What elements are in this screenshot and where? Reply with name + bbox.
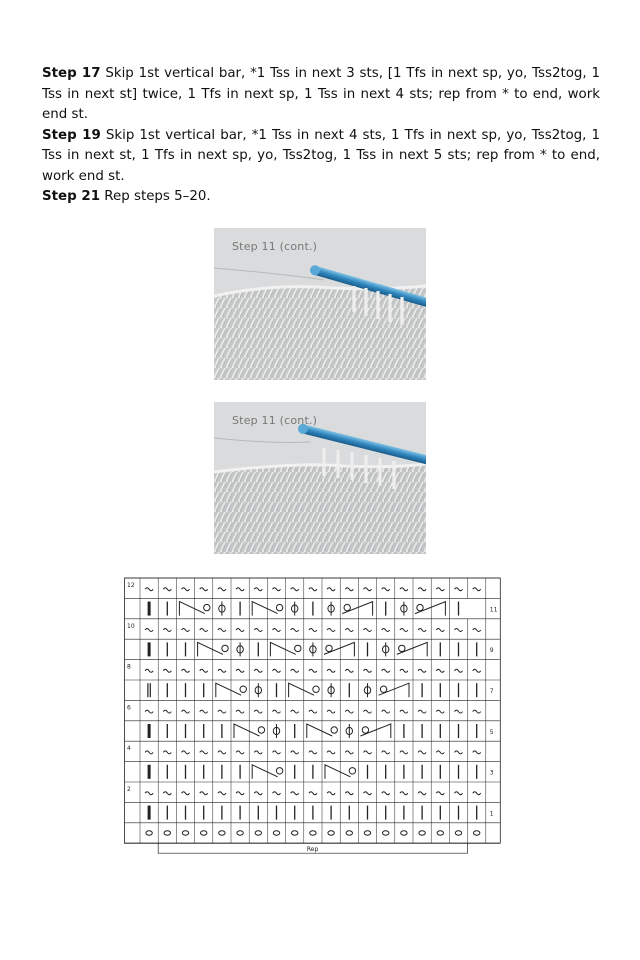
return-pass-symbol xyxy=(400,792,408,795)
return-pass-symbol xyxy=(309,669,317,672)
yarn-over-symbol xyxy=(295,645,301,651)
step-label: Step 17 xyxy=(42,66,101,81)
return-pass-symbol xyxy=(163,629,171,632)
chain-symbol xyxy=(346,831,352,835)
return-pass-symbol xyxy=(218,792,226,795)
photo-caption: Step 11 (cont.) xyxy=(232,414,318,427)
return-pass-symbol xyxy=(200,792,208,795)
return-pass-symbol xyxy=(436,792,444,795)
row-number-label: 12 xyxy=(127,582,135,589)
return-pass-symbol xyxy=(145,588,153,591)
return-pass-symbol xyxy=(418,669,426,672)
chain-symbol xyxy=(164,831,170,835)
return-pass-symbol xyxy=(345,669,353,672)
row-number-label: 10 xyxy=(127,622,135,630)
tss2tog-symbol xyxy=(234,724,259,738)
chain-symbol xyxy=(455,831,461,835)
return-pass-symbol xyxy=(182,629,190,632)
return-pass-symbol xyxy=(382,669,390,672)
return-pass-symbol xyxy=(400,629,408,632)
return-pass-symbol xyxy=(254,669,262,672)
row-number-label: 5 xyxy=(489,728,494,736)
return-pass-symbol xyxy=(309,588,317,591)
return-pass-symbol xyxy=(273,710,281,713)
return-pass-symbol xyxy=(182,669,190,672)
chain-symbol xyxy=(310,831,316,835)
return-pass-symbol xyxy=(418,588,426,591)
return-pass-symbol xyxy=(291,669,299,672)
return-pass-symbol xyxy=(236,792,244,795)
return-pass-symbol xyxy=(345,588,353,591)
return-pass-symbol xyxy=(345,629,353,632)
return-pass-symbol xyxy=(218,710,226,713)
return-pass-symbol xyxy=(418,629,426,632)
return-pass-symbol xyxy=(436,710,444,713)
return-pass-symbol xyxy=(436,629,444,632)
return-pass-symbol xyxy=(163,792,171,795)
step-photo-2 xyxy=(214,402,426,554)
return-pass-symbol xyxy=(327,669,335,672)
return-pass-symbol xyxy=(273,751,281,754)
return-pass-symbol xyxy=(200,629,208,632)
chain-symbol xyxy=(182,831,188,835)
yarn-over-symbol xyxy=(204,604,210,610)
return-pass-symbol xyxy=(327,588,335,591)
return-pass-symbol xyxy=(309,710,317,713)
return-pass-symbol xyxy=(455,792,463,795)
chain-symbol xyxy=(328,831,334,835)
yarn-over-symbol xyxy=(344,604,350,610)
return-pass-symbol xyxy=(163,588,171,591)
step-text: Skip 1st vertical bar, *1 Tss in next 4 sts, 1 Tfs in next sp, yo, Tss2tog, 1 Tss in next st, 1 Tfs in next sp, yo, Tss2tog, 1 Tss in next 5 sts; rep from * to end, work end st. xyxy=(42,127,600,184)
return-pass-symbol xyxy=(345,751,353,754)
return-pass-symbol xyxy=(145,710,153,713)
return-pass-symbol xyxy=(309,792,317,795)
return-pass-symbol xyxy=(455,710,463,713)
chain-symbol xyxy=(146,831,152,835)
return-pass-symbol xyxy=(364,751,372,754)
chain-symbol xyxy=(219,831,225,835)
return-pass-symbol xyxy=(364,792,372,795)
tss2tog-symbol xyxy=(415,602,445,616)
return-pass-symbol xyxy=(345,792,353,795)
yarn-over-symbol xyxy=(276,768,282,774)
return-pass-symbol xyxy=(273,588,281,591)
step-photo-1 xyxy=(214,228,426,380)
return-pass-symbol xyxy=(200,669,208,672)
return-pass-symbol xyxy=(327,629,335,632)
return-pass-symbol xyxy=(254,751,262,754)
return-pass-symbol xyxy=(455,629,463,632)
return-pass-symbol xyxy=(382,792,390,795)
row-number-label: 11 xyxy=(489,606,498,614)
step-label: Step 19 xyxy=(42,127,101,143)
chain-symbol xyxy=(474,831,480,835)
return-pass-symbol xyxy=(163,751,171,754)
return-pass-symbol xyxy=(327,792,335,795)
tss2tog-symbol xyxy=(342,602,372,616)
chain-symbol xyxy=(237,831,243,835)
tss2tog-symbol xyxy=(324,642,354,656)
yarn-over-symbol xyxy=(258,727,264,733)
yarn-over-symbol xyxy=(399,645,405,651)
return-pass-symbol xyxy=(418,710,426,713)
return-pass-symbol xyxy=(218,669,226,672)
return-pass-symbol xyxy=(163,710,171,713)
return-pass-symbol xyxy=(145,629,153,632)
row-number-label: 3 xyxy=(489,769,494,777)
return-pass-symbol xyxy=(382,629,390,632)
tss2tog-symbol xyxy=(379,683,409,697)
return-pass-symbol xyxy=(291,792,299,795)
return-pass-symbol xyxy=(455,588,463,591)
step-17 xyxy=(42,64,600,126)
stitch-chart xyxy=(124,576,520,860)
return-pass-symbol xyxy=(309,629,317,632)
return-pass-symbol xyxy=(291,588,299,591)
tss2tog-symbol xyxy=(270,642,295,656)
return-pass-symbol xyxy=(145,792,153,795)
return-pass-symbol xyxy=(254,629,262,632)
return-pass-symbol xyxy=(400,588,408,591)
return-pass-symbol xyxy=(436,669,444,672)
yarn-over-symbol xyxy=(380,686,386,692)
return-pass-symbol xyxy=(236,629,244,632)
return-pass-symbol xyxy=(455,669,463,672)
yarn-over-symbol xyxy=(349,768,355,774)
step-21 xyxy=(42,187,600,208)
return-pass-symbol xyxy=(364,629,372,632)
yarn-over-symbol xyxy=(417,604,423,610)
return-pass-symbol xyxy=(364,669,372,672)
yarn-over-symbol xyxy=(326,645,332,651)
return-pass-symbol xyxy=(382,710,390,713)
return-pass-symbol xyxy=(473,588,481,591)
yarn-over-symbol xyxy=(362,727,368,733)
return-pass-symbol xyxy=(436,588,444,591)
return-pass-symbol xyxy=(218,588,226,591)
return-pass-symbol xyxy=(327,751,335,754)
return-pass-symbol xyxy=(418,751,426,754)
return-pass-symbol xyxy=(182,588,190,591)
step-text: Rep steps 5–20. xyxy=(100,189,211,204)
row-number-label: 7 xyxy=(489,688,494,695)
return-pass-symbol xyxy=(382,588,390,591)
return-pass-symbol xyxy=(273,669,281,672)
return-pass-symbol xyxy=(254,792,262,795)
return-pass-symbol xyxy=(200,751,208,754)
return-pass-symbol xyxy=(254,588,262,591)
return-pass-symbol xyxy=(291,710,299,713)
step-text: Skip 1st vertical bar, *1 Tss in next 3 sts, [1 Tfs in next sp, yo, Tss2tog, 1 Tss in next st] twice, 1 Tfs in next sp, 1 Tss in next 4 sts; rep from * to end, work end st. xyxy=(42,66,600,122)
return-pass-symbol xyxy=(163,669,171,672)
pattern-instructions xyxy=(42,64,600,208)
return-pass-symbol xyxy=(473,792,481,795)
tss2tog-symbol xyxy=(289,683,314,697)
step-label: Step 21 xyxy=(42,189,101,204)
return-pass-symbol xyxy=(436,751,444,754)
yarn-over-symbol xyxy=(222,645,228,651)
return-pass-symbol xyxy=(273,629,281,632)
return-pass-symbol xyxy=(473,710,481,713)
return-pass-symbol xyxy=(218,751,226,754)
return-pass-symbol xyxy=(200,710,208,713)
tss2tog-symbol xyxy=(307,724,332,738)
chain-symbol xyxy=(419,831,425,835)
step-19 xyxy=(42,126,600,188)
chain-symbol xyxy=(437,831,443,835)
return-pass-symbol xyxy=(455,751,463,754)
return-pass-symbol xyxy=(218,629,226,632)
return-pass-symbol xyxy=(273,792,281,795)
return-pass-symbol xyxy=(145,751,153,754)
row-number-label: 8 xyxy=(127,663,131,671)
return-pass-symbol xyxy=(309,751,317,754)
return-pass-symbol xyxy=(182,751,190,754)
row-number-label: 9 xyxy=(489,647,494,655)
chain-symbol xyxy=(364,831,370,835)
return-pass-symbol xyxy=(400,710,408,713)
return-pass-symbol xyxy=(200,588,208,591)
yarn-over-symbol xyxy=(240,686,246,692)
tss2tog-symbol xyxy=(252,602,277,616)
return-pass-symbol xyxy=(473,629,481,632)
return-pass-symbol xyxy=(382,751,390,754)
tss2tog-symbol xyxy=(397,642,427,656)
return-pass-symbol xyxy=(364,710,372,713)
return-pass-symbol xyxy=(291,629,299,632)
return-pass-symbol xyxy=(418,792,426,795)
return-pass-symbol xyxy=(236,710,244,713)
yarn-over-symbol xyxy=(313,686,319,692)
row-number-label: 4 xyxy=(127,745,131,753)
yarn-over-symbol xyxy=(276,604,282,610)
return-pass-symbol xyxy=(236,751,244,754)
tss2tog-symbol xyxy=(216,683,241,697)
return-pass-symbol xyxy=(182,710,190,713)
yarn-over-symbol xyxy=(331,727,337,733)
return-pass-symbol xyxy=(236,669,244,672)
return-pass-symbol xyxy=(145,669,153,672)
return-pass-symbol xyxy=(473,751,481,754)
row-number-label: 2 xyxy=(127,786,131,793)
row-number-label: 6 xyxy=(127,704,131,712)
return-pass-symbol xyxy=(327,710,335,713)
return-pass-symbol xyxy=(400,751,408,754)
tss2tog-symbol xyxy=(360,724,390,738)
return-pass-symbol xyxy=(182,792,190,795)
chain-symbol xyxy=(255,831,261,835)
chain-symbol xyxy=(201,831,207,835)
row-number-label: 1 xyxy=(489,810,494,818)
return-pass-symbol xyxy=(254,710,262,713)
return-pass-symbol xyxy=(291,751,299,754)
chain-symbol xyxy=(292,831,298,835)
tss2tog-symbol xyxy=(179,602,204,616)
return-pass-symbol xyxy=(473,669,481,672)
return-pass-symbol xyxy=(345,710,353,713)
return-pass-symbol xyxy=(364,588,372,591)
return-pass-symbol xyxy=(236,588,244,591)
chain-symbol xyxy=(401,831,407,835)
tss2tog-symbol xyxy=(252,765,277,779)
chain-symbol xyxy=(383,831,389,835)
photo-caption: Step 11 (cont.) xyxy=(232,240,318,253)
tss2tog-symbol xyxy=(325,765,350,779)
tss2tog-symbol xyxy=(198,642,223,656)
chain-symbol xyxy=(273,831,279,835)
repeat-label: Rep xyxy=(306,846,319,854)
return-pass-symbol xyxy=(400,669,408,672)
